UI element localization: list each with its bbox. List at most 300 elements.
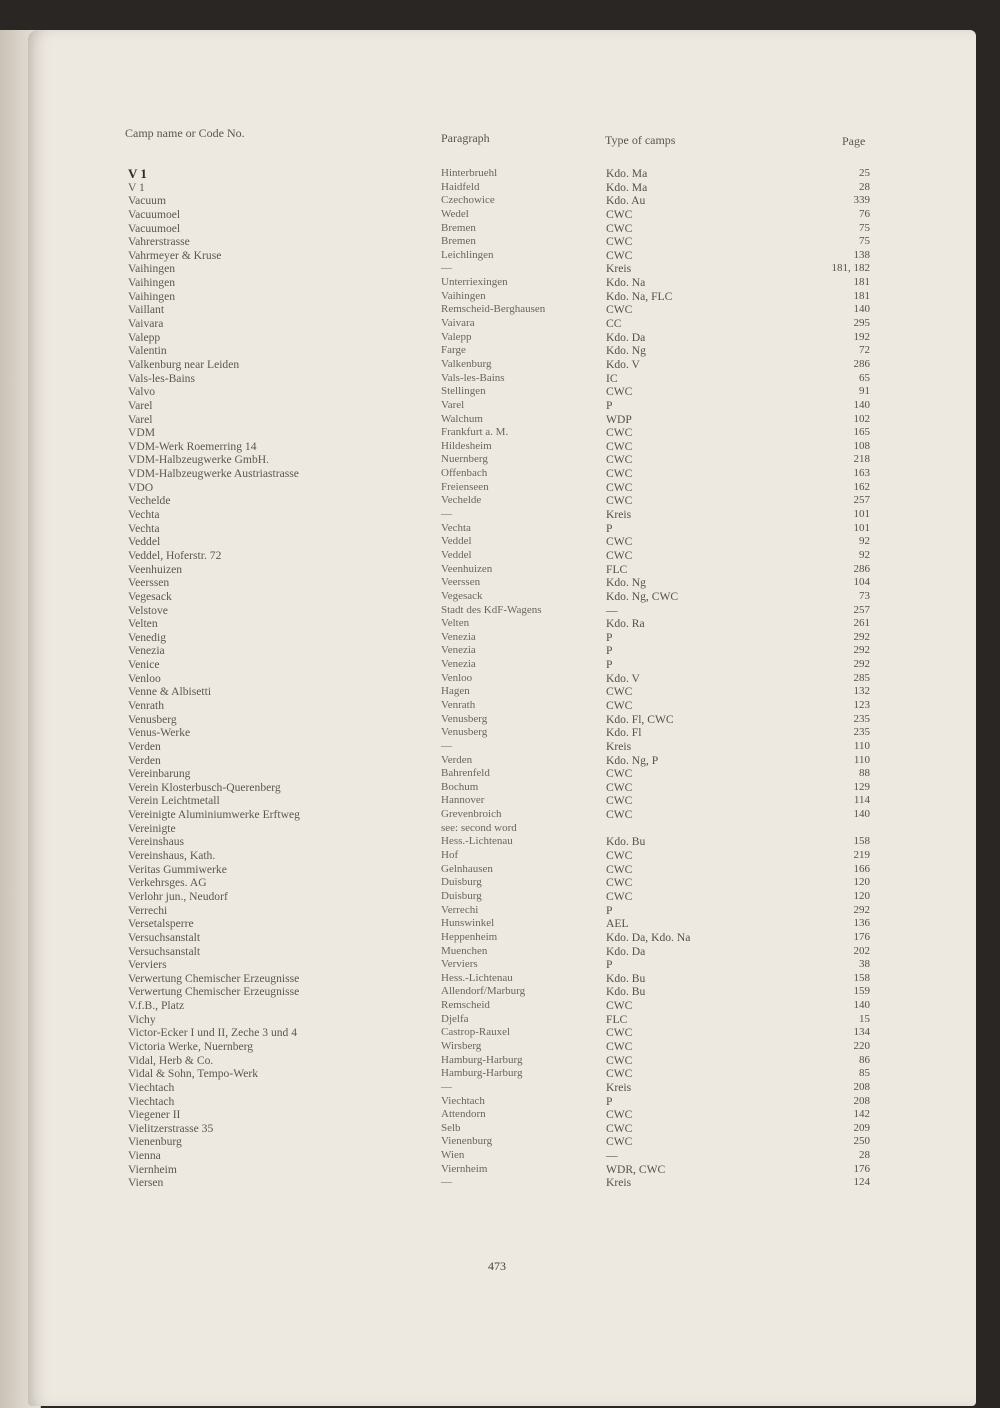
camp-name-cell: Venloo (128, 671, 161, 685)
camp-name-cell: Vacuumoel (128, 207, 181, 221)
table-row (124, 767, 872, 781)
camp-name-cell: Vereinshaus, Kath. (128, 849, 216, 863)
table-row (124, 1122, 872, 1136)
camp-type-cell: WDR, CWC (606, 1162, 666, 1176)
page-ref-cell: 73 (859, 589, 870, 602)
table-row (124, 985, 872, 999)
camp-name-cell: Vaihingen (128, 262, 176, 276)
paragraph-cell: Wirsberg (441, 1040, 482, 1052)
camp-type-cell: Kdo. Ra (606, 617, 645, 631)
camp-type-cell: Kdo. Fl, CWC (606, 712, 674, 726)
camp-type-cell: CWC (606, 385, 633, 399)
table-row (124, 372, 872, 386)
camp-name-cell: Velstove (128, 603, 168, 617)
table-row (124, 1067, 872, 1081)
camp-type-cell: Kdo. V (606, 357, 640, 371)
camp-name-cell: Valkenburg near Leiden (128, 357, 240, 371)
camp-name-cell: Vereinbarung (128, 767, 191, 781)
table-row (124, 1149, 872, 1163)
table-row (124, 494, 872, 508)
table-row (124, 563, 872, 577)
camp-name-cell: Versuchsanstalt (128, 944, 201, 958)
camp-type-cell: P (606, 658, 613, 672)
paragraph-cell: Hess.-Lichtenau (441, 835, 513, 848)
paragraph-cell: Venusberg (441, 726, 488, 739)
camp-type-cell: Kdo. Da, Kdo. Na (606, 930, 691, 944)
paragraph-cell: see: second word (441, 821, 517, 834)
page-ref-cell: 120 (853, 876, 870, 889)
table-row (124, 276, 872, 290)
camp-type-cell: P (606, 644, 613, 658)
table-row (124, 1108, 872, 1122)
paragraph-cell: Venusberg (441, 712, 488, 725)
camp-name-cell: Vereinshaus (128, 835, 185, 849)
paragraph-cell: Remscheid (441, 999, 490, 1012)
paragraph-cell: Gelnhausen (441, 862, 493, 875)
camp-type-cell: CWC (606, 248, 633, 262)
page-ref-cell: 250 (853, 1135, 870, 1148)
table-row (124, 399, 872, 413)
camp-type-cell: CWC (606, 1053, 633, 1067)
camp-type-cell: CC (606, 317, 622, 331)
camp-name-cell: Varel (128, 398, 153, 412)
page-ref-cell: 220 (853, 1040, 870, 1052)
camp-name-cell: Verden (128, 739, 161, 753)
paragraph-cell: Valkenburg (441, 357, 492, 370)
camp-type-cell: CWC (606, 1026, 633, 1040)
paragraph-cell: Remscheid-Berghausen (441, 303, 546, 316)
camp-name-cell: Verwertung Chemischer Erzeugnisse (128, 985, 300, 999)
camp-name-cell: Victor-Ecker I und II, Zeche 3 und 4 (128, 1026, 298, 1040)
camp-name-cell: Venedig (128, 630, 166, 644)
camp-type-cell: Kdo. Da (606, 944, 646, 958)
page-ref-cell: 158 (853, 835, 870, 848)
page-ref-cell: 101 (853, 521, 870, 534)
table-row (124, 917, 872, 931)
camp-type-cell: P (606, 903, 613, 917)
camp-name-cell: Vidal & Sohn, Tempo-Werk (128, 1067, 259, 1081)
header-paragraph: Paragraph (441, 131, 490, 145)
camp-name-cell: Verrechi (128, 903, 168, 917)
paragraph-cell: Veddel (441, 535, 472, 548)
page-ref-cell: 75 (859, 235, 870, 248)
paragraph-cell: Verrechi (441, 903, 479, 916)
header-page: Page (842, 134, 866, 148)
camp-name-cell: V.f.B., Platz (128, 999, 185, 1013)
camp-name-cell: Viechtach (128, 1080, 175, 1094)
paragraph-cell: Vaivara (441, 317, 475, 330)
camp-type-cell: CWC (606, 467, 633, 481)
camp-name-cell: Verden (128, 753, 161, 767)
page-ref-cell: 295 (853, 317, 870, 330)
table-row (124, 1095, 872, 1109)
paragraph-cell: Verviers (441, 958, 478, 971)
table-row (124, 931, 872, 945)
camp-type-cell: CWC (606, 207, 633, 221)
page-ref-cell: 140 (853, 398, 870, 411)
page-ref-cell: 25 (859, 167, 870, 179)
table-row (124, 617, 872, 631)
paragraph-cell: Hamburg-Harburg (441, 1053, 523, 1066)
table-row (124, 822, 872, 836)
paragraph-cell: Nuernberg (441, 453, 488, 466)
page-ref-cell: 292 (853, 903, 870, 916)
table-row (124, 794, 872, 808)
camp-type-cell: FLC (606, 562, 628, 576)
camp-name-cell: Vechelde (128, 494, 171, 508)
camp-type-cell: Kreis (606, 1080, 632, 1094)
camp-name-cell: Vaihingen (128, 289, 176, 303)
paragraph-cell: Bremen (441, 221, 476, 234)
table-row (124, 1040, 872, 1054)
camp-type-cell: AEL (606, 917, 629, 931)
paragraph-cell: Bremen (441, 235, 476, 248)
camp-type-cell: Kreis (606, 508, 632, 522)
camp-type-cell: CWC (606, 1121, 633, 1135)
camp-name-cell: Vaillant (128, 303, 165, 317)
camp-name-cell: Vereinigte (128, 821, 176, 835)
table-row (124, 972, 872, 986)
page-ref-cell: 181, 182 (831, 262, 870, 275)
table-row (124, 194, 872, 208)
page-ref-cell: 124 (853, 1176, 870, 1189)
page-ref-cell: 38 (859, 958, 870, 971)
table-row (124, 453, 872, 467)
page-ref-cell: 181 (853, 289, 870, 302)
camp-name-cell: Veddel, Hoferstr. 72 (128, 548, 222, 562)
table-row (124, 222, 872, 236)
table-row (124, 344, 872, 358)
camp-type-cell: CWC (606, 453, 633, 467)
table-row (124, 290, 872, 304)
page-ref-cell: 158 (853, 971, 870, 984)
paragraph-cell: Hinterbruehl (441, 167, 498, 179)
table-row (124, 672, 872, 686)
camp-type-cell: Kdo. Bu (606, 971, 646, 985)
camp-type-cell: CWC (606, 794, 633, 808)
table-row (124, 685, 872, 699)
camp-type-cell: Kdo. Ng, P (606, 753, 659, 767)
camp-name-cell: Verlohr jun., Neudorf (128, 889, 228, 903)
camp-name-cell: Velten (128, 617, 158, 631)
paragraph-cell: Veerssen (441, 576, 481, 589)
camp-name-cell: Viegener II (128, 1108, 181, 1122)
page-ref-cell: 102 (853, 412, 870, 425)
page-ref-cell: 163 (853, 467, 870, 480)
camp-type-cell: Kdo. Da (606, 330, 646, 344)
paragraph-cell: Venezia (441, 644, 476, 657)
paragraph-cell: Stellingen (441, 385, 486, 398)
camp-type-cell: P (606, 1094, 613, 1108)
table-row (124, 863, 872, 877)
camp-type-cell: CWC (606, 1135, 633, 1149)
camp-name-cell: Vals-les-Bains (128, 371, 195, 385)
table-row (124, 358, 872, 372)
page-ref-cell: 286 (853, 357, 870, 370)
paragraph-cell: Freienseen (441, 480, 489, 493)
camp-name-cell: V 1 (128, 166, 147, 181)
table-row (124, 440, 872, 454)
camp-name-cell: Vahrmeyer & Kruse (128, 248, 222, 262)
table-row (124, 303, 872, 317)
camp-type-cell: — (606, 603, 618, 617)
page-ref-cell: 88 (859, 767, 870, 780)
paragraph-cell: Wedel (441, 207, 469, 220)
camp-name-cell: Vechta (128, 508, 160, 522)
paragraph-cell: Walchum (441, 412, 483, 425)
paragraph-cell: Stadt des KdF-Wagens (441, 603, 542, 616)
camp-type-cell: Kdo. Ma (606, 167, 648, 180)
paragraph-cell: Hagen (441, 685, 470, 698)
camp-name-cell: VDM-Halbzeugwerke GmbH. (128, 453, 270, 467)
table-row (124, 467, 872, 481)
table-row (124, 958, 872, 972)
camp-type-cell: P (606, 521, 613, 535)
page-ref-cell: 72 (859, 344, 870, 357)
paragraph-cell: Allendorf/Marburg (441, 985, 526, 998)
page-ref-cell: 166 (853, 862, 870, 875)
table-row (124, 754, 872, 768)
camp-type-cell: CWC (606, 849, 633, 863)
camp-type-cell: Kdo. Bu (606, 835, 646, 849)
camp-type-cell: Kdo. Ng (606, 344, 646, 358)
camp-name-cell: Vereinigte Aluminiumwerke Erftweg (128, 808, 300, 822)
table-row (124, 535, 872, 549)
paragraph-cell: Hess.-Lichtenau (441, 971, 513, 984)
page-ref-cell: 129 (853, 780, 870, 793)
page-ref-cell: 92 (859, 548, 870, 561)
camp-name-cell: Verwertung Chemischer Erzeugnisse (128, 971, 300, 985)
camp-name-cell: Vielitzerstrasse 35 (128, 1121, 214, 1135)
camp-name-cell: Vaivara (128, 317, 164, 331)
page-ref-cell: 123 (853, 698, 870, 711)
paragraph-cell: Czechowice (441, 194, 495, 207)
camp-type-cell: P (606, 630, 613, 644)
page-ref-cell: 181 (853, 276, 870, 289)
paragraph-cell: Bahrenfeld (441, 767, 490, 780)
page-ref-cell: 91 (859, 385, 870, 398)
page-ref-cell: 339 (853, 194, 870, 207)
paragraph-cell: — (441, 262, 452, 275)
paragraph-cell: — (441, 1080, 452, 1093)
page-ref-cell: 285 (853, 671, 870, 684)
camp-type-cell: Kdo. V (606, 671, 640, 685)
camp-type-cell: CWC (606, 999, 633, 1013)
table-row (124, 167, 872, 181)
paragraph-cell: Vegesack (441, 589, 483, 602)
page-ref-cell: 134 (853, 1026, 870, 1039)
table-row (124, 1163, 872, 1177)
camp-name-cell: Vacuumoel (128, 221, 181, 235)
camp-type-cell: Kdo. Ng, CWC (606, 589, 679, 603)
table-row (124, 413, 872, 427)
camp-type-cell: P (606, 398, 613, 412)
header-camp-name: Camp name or Code No. (125, 126, 245, 140)
paragraph-cell: Selb (441, 1121, 461, 1134)
page-ref-cell: 208 (853, 1094, 870, 1107)
table-row (124, 876, 872, 890)
header-type-of-camps: Type of camps (605, 133, 676, 147)
table-row (124, 208, 872, 222)
page-ref-cell: 235 (853, 726, 870, 739)
page-ref-cell: 86 (859, 1053, 870, 1066)
table-row (124, 713, 872, 727)
paragraph-cell: Haidfeld (441, 180, 480, 193)
table-row (124, 1054, 872, 1068)
table-row (124, 1176, 872, 1190)
camp-type-cell: Kdo. Na, FLC (606, 289, 673, 303)
camp-type-cell: IC (606, 371, 618, 385)
camp-name-cell: Vechta (128, 521, 160, 535)
paragraph-cell: Muenchen (441, 944, 488, 957)
camp-name-cell: Verein Klosterbusch-Querenberg (128, 780, 281, 794)
camp-type-cell: CWC (606, 767, 633, 781)
page-ref-cell: 142 (853, 1108, 870, 1121)
camp-type-cell: Kdo. Au (606, 194, 646, 208)
paragraph-cell: Veddel (441, 548, 472, 561)
camp-type-cell: — (606, 1149, 618, 1163)
page-ref-cell: 219 (853, 849, 870, 862)
page-ref-cell: 286 (853, 562, 870, 575)
table-row (124, 1013, 872, 1027)
page-ref-cell: 28 (859, 1149, 870, 1162)
camp-name-cell: Vacuum (128, 194, 166, 208)
paragraph-cell: Hunswinkel (441, 917, 495, 930)
table-row (124, 699, 872, 713)
camp-type-cell: CWC (606, 698, 633, 712)
camp-type-cell: Kreis (606, 739, 632, 753)
camp-type-cell: WDP (606, 412, 632, 426)
page-ref-cell: 138 (853, 248, 870, 261)
table-row (124, 644, 872, 658)
camp-name-cell: Vahrerstrasse (128, 235, 190, 249)
table-row (124, 740, 872, 754)
camp-type-cell: CWC (606, 889, 633, 903)
camp-name-cell: V 1 (128, 180, 145, 194)
camp-name-cell: Viersen (128, 1176, 164, 1190)
camp-type-cell: Kdo. Ma (606, 180, 648, 194)
camp-name-cell: Viechtach (128, 1094, 175, 1108)
paragraph-cell: Venezia (441, 630, 476, 643)
camp-type-cell: CWC (606, 480, 633, 494)
paragraph-cell: Venloo (441, 671, 473, 684)
camp-name-cell: Venus-Werke (128, 726, 191, 740)
camp-name-cell: Verviers (128, 958, 167, 972)
page-ref-cell: 76 (859, 207, 870, 220)
page-ref-cell: 140 (853, 303, 870, 316)
paragraph-cell: — (441, 508, 452, 521)
table-row (124, 235, 872, 249)
camp-name-cell: Vegesack (128, 589, 172, 603)
table-row (124, 890, 872, 904)
page-ref-cell: 257 (853, 603, 870, 616)
camp-type-cell: CWC (606, 426, 633, 440)
table-row (124, 904, 872, 918)
page-ref-cell: 208 (853, 1080, 870, 1093)
paragraph-cell: Vechelde (441, 494, 482, 507)
camp-name-cell: Veddel (128, 535, 161, 549)
camp-type-cell: CWC (606, 685, 633, 699)
camp-name-cell: Verein Leichtmetall (128, 794, 220, 808)
camp-name-cell: Varel (128, 412, 153, 426)
page-ref-cell: 101 (853, 508, 870, 521)
page-ref-cell: 65 (859, 371, 870, 384)
camp-type-cell: P (606, 958, 613, 972)
table-row (124, 549, 872, 563)
table-row (124, 426, 872, 440)
paragraph-cell: Heppenheim (441, 930, 498, 943)
page-ref-cell: 110 (853, 753, 870, 766)
page-ref-cell: 292 (853, 644, 870, 657)
paragraph-cell: Viechtach (441, 1094, 485, 1107)
table-row (124, 1026, 872, 1040)
camp-name-cell: Verkehrsges. AG (128, 876, 207, 890)
table-row (124, 658, 872, 672)
table-row (124, 522, 872, 536)
paragraph-cell: Offenbach (441, 467, 488, 480)
camp-type-cell: Kdo. Bu (606, 985, 646, 999)
page-ref-cell: 136 (853, 917, 870, 930)
paragraph-cell: Frankfurt a. M. (441, 426, 509, 439)
camp-name-cell: Venne & Albisetti (128, 685, 212, 699)
camp-name-cell: Veritas Gummiwerke (128, 862, 227, 876)
paragraph-cell: Vienenburg (441, 1135, 493, 1148)
table-row (124, 835, 872, 849)
camp-type-cell: Kdo. Na (606, 276, 646, 290)
camp-name-cell: VDM-Halbzeugwerke Austriastrasse (128, 467, 299, 481)
camp-name-cell: VDO (128, 480, 154, 494)
page-ref-cell: 108 (853, 439, 870, 452)
paragraph-cell: Hildesheim (441, 439, 492, 452)
page-ref-cell: 114 (853, 794, 870, 807)
paragraph-cell: Vals-les-Bains (441, 371, 505, 384)
table-row (124, 808, 872, 822)
table-row (124, 849, 872, 863)
page-ref-cell: 28 (859, 180, 870, 193)
paragraph-cell: Valepp (441, 330, 472, 343)
paragraph-cell: Varel (441, 398, 465, 411)
camp-name-cell: Valepp (128, 330, 161, 344)
page-ref-cell: 162 (853, 480, 870, 493)
page-ref-cell: 120 (853, 889, 870, 902)
page-ref-cell: 104 (853, 576, 870, 589)
paragraph-cell: Vechta (441, 521, 471, 534)
camp-name-cell: Venice (128, 658, 160, 672)
table-row (124, 181, 872, 195)
page-ref-cell: 176 (853, 930, 870, 943)
table-row (124, 604, 872, 618)
paragraph-cell: Venezia (441, 658, 476, 671)
page-ref-cell: 257 (853, 494, 870, 507)
page-ref-cell: 292 (853, 630, 870, 643)
paragraph-cell: Castrop-Rauxel (441, 1026, 511, 1039)
page-ref-cell: 15 (859, 1012, 870, 1025)
camp-type-cell: CWC (606, 1040, 633, 1053)
table-row (124, 631, 872, 645)
table-row (124, 1081, 872, 1095)
page-ref-cell: 235 (853, 712, 870, 725)
table-row (124, 999, 872, 1013)
paragraph-cell: Attendorn (441, 1108, 486, 1121)
paragraph-cell: Farge (441, 344, 466, 357)
camp-index-table (124, 167, 872, 1190)
camp-name-cell: Versetalsperre (128, 917, 194, 931)
paragraph-cell: Hamburg-Harburg (441, 1067, 523, 1080)
camp-name-cell: Valentin (128, 344, 167, 358)
camp-type-cell: FLC (606, 1012, 628, 1026)
camp-type-cell: CWC (606, 535, 633, 549)
paragraph-cell: Bochum (441, 780, 479, 793)
